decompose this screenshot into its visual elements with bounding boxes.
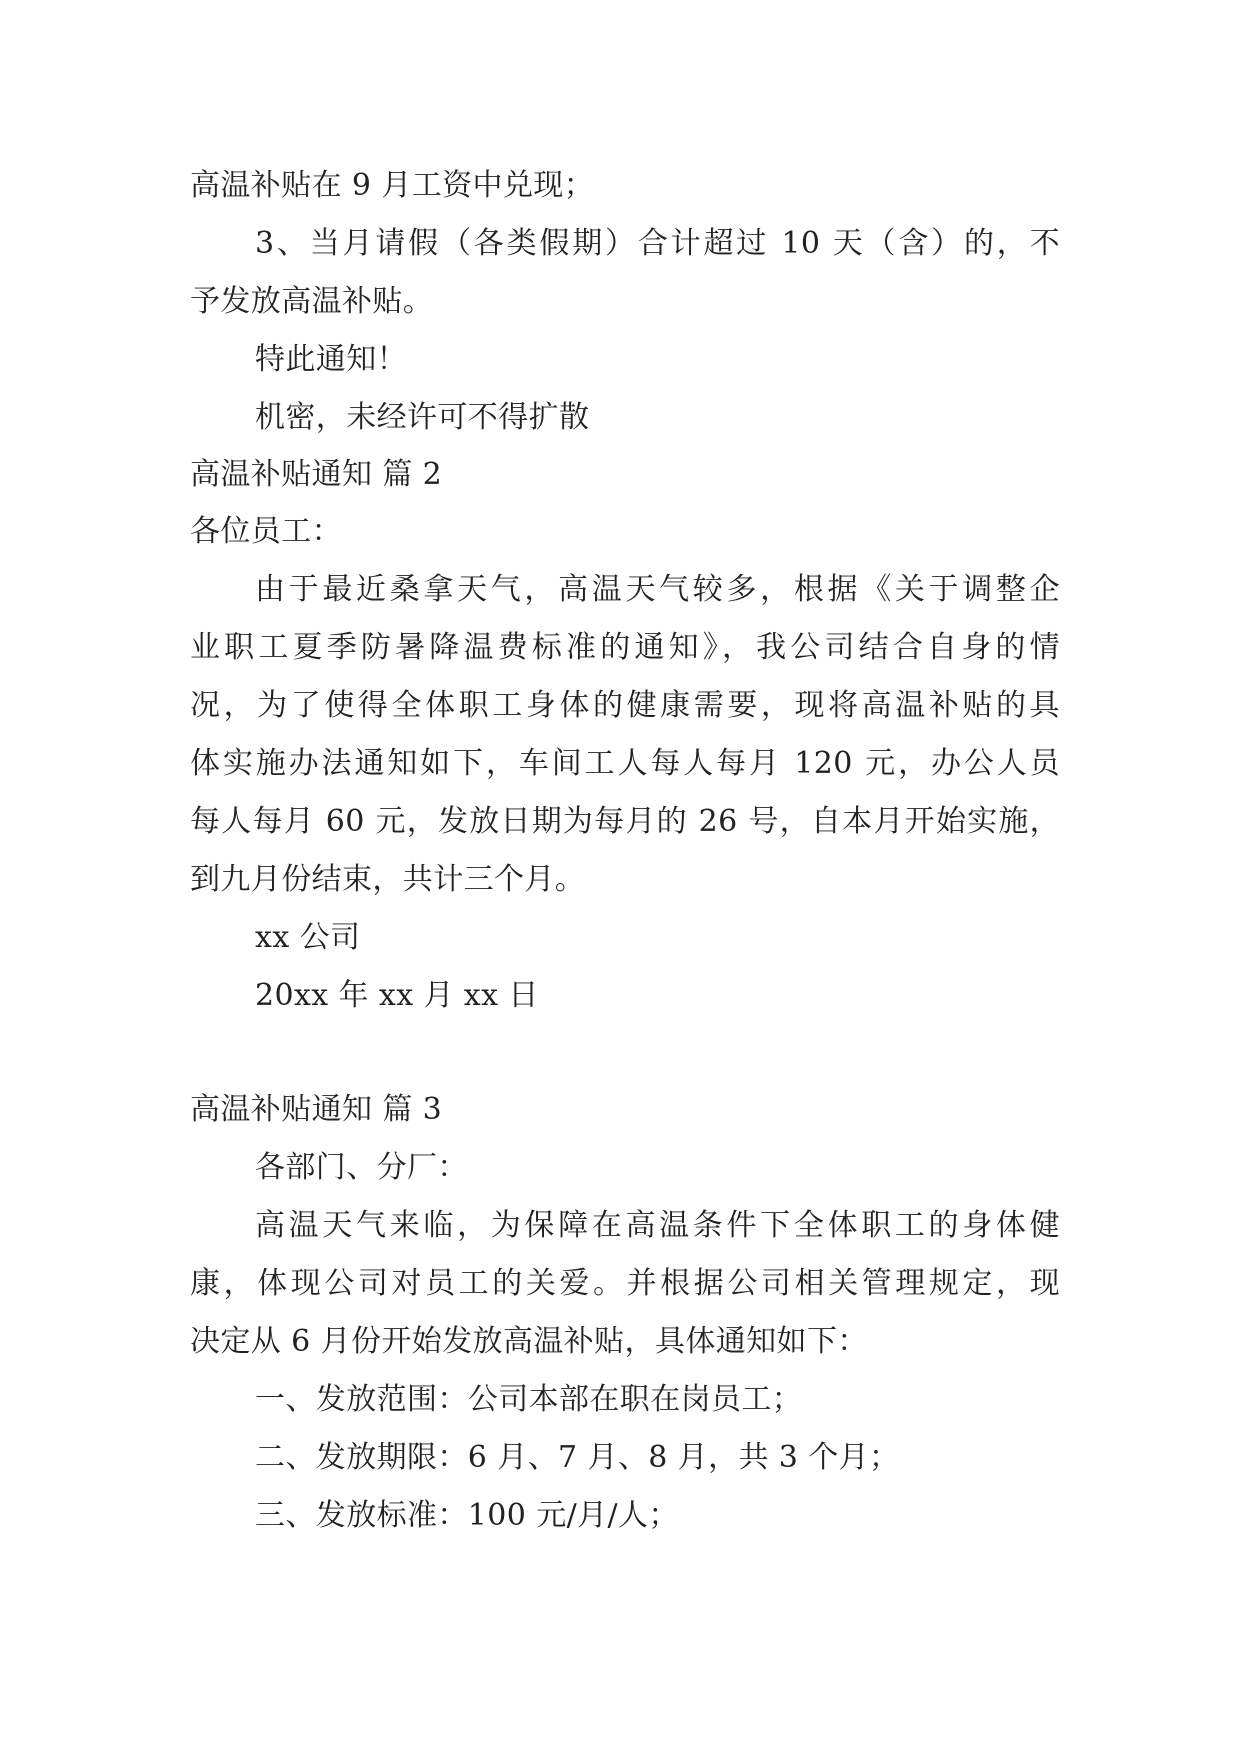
section-heading: 高温补贴通知 篇 3 [190, 1092, 443, 1127]
signature-date: 20xx 年 xx 月 xx 日 [255, 978, 539, 1013]
list-item: 三、发放标准：100 元/月/人； [255, 1498, 679, 1533]
paragraph-line: 3、当月请假（各类假期）合计超过 10 天（含）的，不 [255, 226, 1060, 261]
paragraph-line: 每人每月 60 元，发放日期为每月的 26 号，自本月开始实施， [190, 804, 1060, 839]
paragraph-line: 业职工夏季防暑降温费标准的通知》，我公司结合自身的情 [190, 630, 1060, 665]
salutation: 各位员工： [190, 514, 342, 549]
list-item: 二、发放期限：6 月、7 月、8 月，共 3 个月； [255, 1440, 900, 1475]
confidential-note: 机密，未经许可不得扩散 [255, 400, 590, 435]
paragraph-line: 予发放高温补贴。 [190, 284, 434, 319]
paragraph-line: 高温天气来临，为保障在高温条件下全体职工的身体健 [255, 1208, 1060, 1243]
section-heading: 高温补贴通知 篇 2 [190, 457, 443, 492]
closing-notice: 特此通知！ [255, 342, 407, 377]
list-item: 一、发放范围：公司本部在职在岗员工； [255, 1382, 803, 1417]
paragraph-line: 况，为了使得全体职工身体的健康需要，现将高温补贴的具 [190, 688, 1060, 723]
paragraph-line: 高温补贴在 9 月工资中兑现； [190, 168, 595, 203]
salutation: 各部门、分厂： [255, 1150, 468, 1185]
paragraph-line: 由于最近桑拿天气，高温天气较多，根据《关于调整企 [255, 572, 1060, 607]
company-signature: xx 公司 [255, 920, 361, 955]
paragraph-line: 体实施办法通知如下，车间工人每人每月 120 元，办公人员 [190, 746, 1060, 781]
paragraph-line: 决定从 6 月份开始发放高温补贴，具体通知如下： [190, 1324, 868, 1359]
paragraph-line: 到九月份结束，共计三个月。 [190, 862, 586, 897]
paragraph-line: 康，体现公司对员工的关爱。并根据公司相关管理规定，现 [190, 1266, 1060, 1301]
